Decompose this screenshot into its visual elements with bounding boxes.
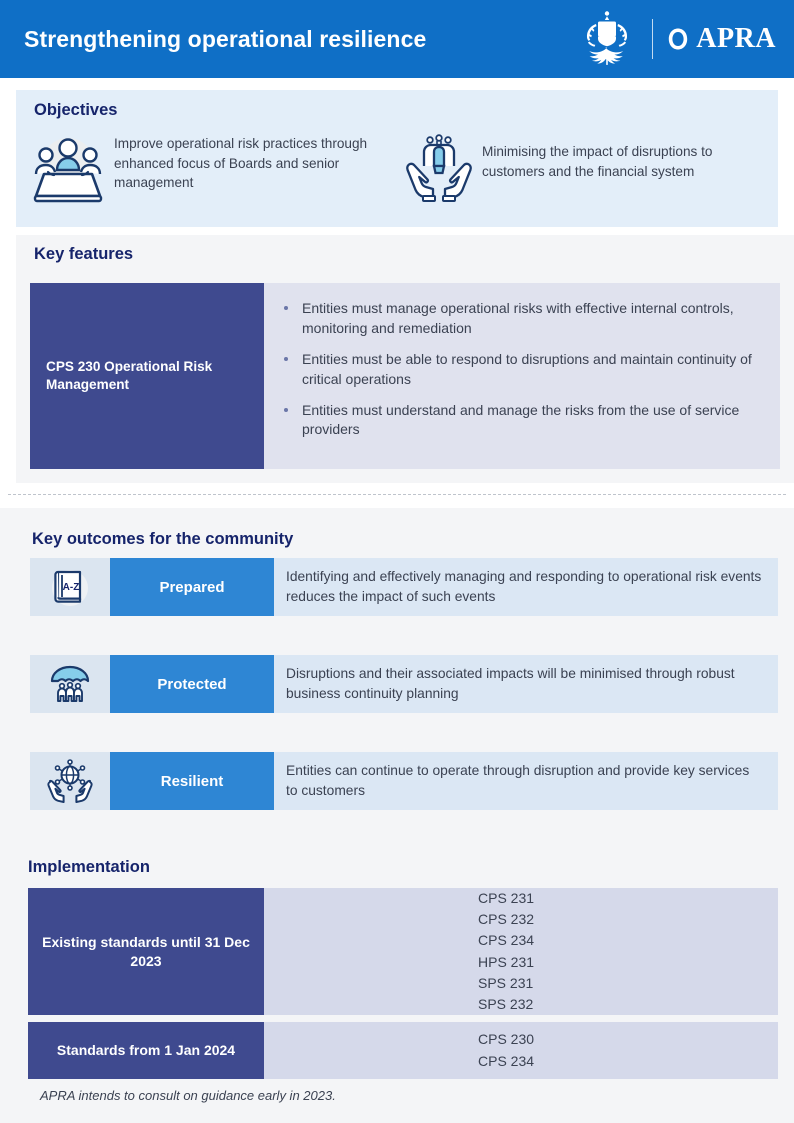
objective-text-2: Minimising the impact of disruptions to customers and the financial system [482,144,713,179]
outcome-row-prepared [30,558,778,616]
page-header [0,0,794,78]
outcome-icon-cell [30,558,110,616]
standard-item: CPS 230 [478,1031,535,1048]
section-divider [8,494,786,495]
apra-logo [667,23,776,55]
outcome-description-protected: Disruptions and their associated impacts will be minimised through robust business continuity planning [286,666,735,701]
standard-item: CPS 234 [478,932,535,949]
implementation-heading: Implementation [28,858,150,876]
objective-item-1 [30,128,394,208]
hands-holding-people-icon [404,128,474,208]
objective-item-2 [404,128,768,208]
key-feature-bullet-text: Entities must understand and manage the risks from the use of service providers [302,401,740,438]
outcome-description-prepared: Identifying and effectively managing and responding to operational risk events reduces the impact of such events [286,569,762,604]
standard-item: SPS 231 [478,974,534,991]
brand-lockup [576,8,776,70]
standard-item: CPS 232 [478,910,535,927]
outcome-description-resilient: Entities can continue to operate through disruption and provide key services to customers [286,763,750,798]
apra-wordmark: APRA [696,23,776,54]
key-feature-bullet-text: Entities must be able to respond to disruptions and maintain continuity of critical operations [302,350,752,387]
implementation-footnote: APRA intends to consult on guidance early in 2023. [40,1088,336,1103]
key-features-bullet-list [276,299,760,440]
bullet-dot-icon [284,306,288,310]
outcome-icon-cell [30,752,110,810]
brand-divider [652,19,653,59]
standard-item: CPS 234 [478,1052,535,1069]
implementation-label-new: Standards from 1 Jan 2024 [28,1022,264,1079]
outcome-label-protected: Protected [110,655,274,713]
key-feature-bullet [276,299,760,339]
standard-item: SPS 232 [478,996,534,1013]
objective-text-1: Improve operational risk practices through enhanced focus of Boards and senior management [114,136,368,191]
objectives-section [16,90,778,227]
implementation-standards-existing [264,888,778,1015]
apra-circle-mark-icon [667,27,689,51]
az-book-icon [47,564,93,610]
implementation-label-existing: Existing standards until 31 Dec 2023 [28,888,264,1015]
implementation-row-existing [28,888,778,1015]
globe-in-hands-icon [47,758,93,804]
key-feature-bullet [276,401,760,441]
objectives-items [30,128,768,208]
implementation-row-new [28,1022,778,1079]
standard-item: CPS 231 [478,889,535,906]
australian-coat-of-arms-icon [576,8,638,70]
bullet-dot-icon [284,408,288,412]
key-features-section [16,235,794,483]
key-features-heading: Key features [34,245,134,263]
umbrella-over-people-icon [47,661,93,707]
key-outcomes-heading: Key outcomes for the community [32,530,294,548]
implementation-standards-new [264,1022,778,1079]
page-title: Strengthening operational resilience [24,25,427,52]
standard-item: HPS 231 [478,953,535,970]
boardroom-meeting-icon [30,128,106,208]
key-features-body [264,283,780,469]
outcome-icon-cell [30,655,110,713]
bullet-dot-icon [284,357,288,361]
outcome-row-protected [30,655,778,713]
key-feature-bullet [276,350,760,390]
outcome-row-resilient [30,752,778,810]
key-features-row [30,283,780,469]
objectives-heading: Objectives [34,101,118,119]
cps230-label: CPS 230 Operational Risk Management [30,283,264,469]
svg-text:A-Z: A-Z [62,582,80,593]
outcome-label-prepared: Prepared [110,558,274,616]
key-feature-bullet-text: Entities must manage operational risks with effective internal controls, monitoring and remediation [302,300,734,336]
outcome-label-resilient: Resilient [110,752,274,810]
